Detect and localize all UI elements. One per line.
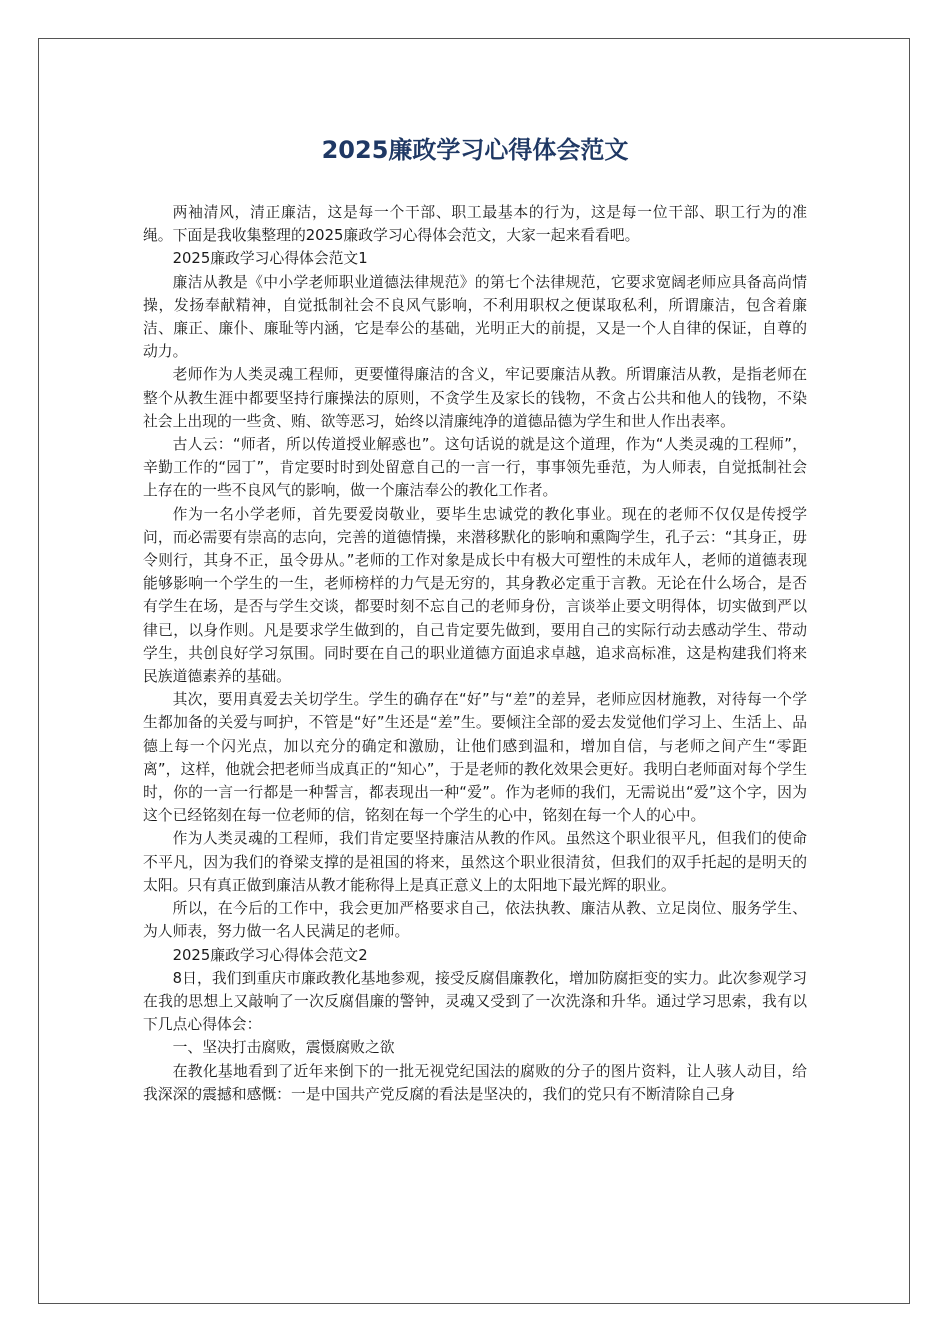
paragraph: 廉洁从教是《中小学老师职业道德法律规范》的第七个法律规范，它要求宽阔老师应具备高尚情操，发扬奉献精神，自觉抵制社会不良风气影响，不利用职权之便谋取私利，所谓廉洁，包含着廉洁、廉正、廉仆、廉耻等内涵，它是奉公的基础，光明正大的前提，又是一个人自律的保证，自尊的动力。 bbox=[143, 273, 807, 361]
subheading: 一、坚决打击腐败，震慑腐败之欲 bbox=[172, 1039, 395, 1057]
section-heading-1: 2025廉政学习心得体会范文1 bbox=[172, 250, 368, 268]
paragraph: 老师作为人类灵魂工程师，更要懂得廉洁的含义，牢记要廉洁从教。所谓廉洁从教，是指老师在整个从教生涯中都要坚持行廉操法的原则，不贪学生及家长的钱物，不贪占公共和他人的钱物，不染社会上出现的一些贪、贿、欲等恶习，始终以清廉纯净的道德品德为学生和世人作出表率。 bbox=[143, 366, 807, 430]
section-heading-2: 2025廉政学习心得体会范文2 bbox=[172, 946, 368, 964]
paragraph: 所以，在今后的工作中，我会更加严格要求自己，依法执教、廉洁从教、立足岗位、服务学生、为人师表，努力做一名人民满足的老师。 bbox=[143, 900, 807, 941]
paragraph: 作为一名小学老师，首先要爱岗敬业，要毕生忠诚党的教化事业。现在的老师不仅仅是传授学问，而必需要有崇高的志向，完善的道德情操，来潜移默化的影响和熏陶学生，孔子云：“其身正，毋令则行，其身不正，虽令毋从。”老师的工作对象是成长中有极大可塑性的未成年人，老师的道德表现能够影响一个学生的一生，老师榜样的力气是无穷的，其身教必定重于言教。无论在什么场合，是否有学生在场，是否与学生交谈，都要时刻不忘自己的老师身份，言谈举止要文明得体，切实做到严以律已，以身作则。凡是要求学生做到的，自己肯定要先做到，要用自己的实际行动去感动学生、带动学生，共创良好学习氛围。同时要在自己的职业道德方面追求卓越，追求高标准，这是构建我们将来民族道德素养的基础。 bbox=[143, 505, 807, 686]
paragraph-intro: 两袖清风，清正廉洁，这是每一个干部、职工最基本的行为，这是每一位干部、职工行为的准绳。下面是我收集整理的2025廉政学习心得体会范文，大家一起来看看吧。 bbox=[143, 204, 807, 245]
document-title: 2025廉政学习心得体会范文 bbox=[321, 136, 629, 164]
paragraph: 8日，我们到重庆市廉政教化基地参观，接受反腐倡廉教化，增加防腐拒变的实力。此次参观学习在我的思想上又敲响了一次反腐倡廉的警钟，灵魂又受到了一次洗涤和升华。通过学习思索，我有以下几点心得体会： bbox=[143, 969, 807, 1034]
paragraph: 古人云：“师者，所以传道授业解惑也”。这句话说的就是这个道理，作为“人类灵魂的工程师”，辛勤工作的“园丁”，肯定要时时到处留意自己的一言一行，事事领先垂范，为人师表，自觉抵制社会上存在的一些不良风气的影响，做一个廉洁奉公的教化工作者。 bbox=[143, 436, 807, 500]
paragraph: 其次，要用真爱去关切学生。学生的确存在“好”与“差”的差异，老师应因材施教，对待每一个学生都加备的关爱与呵护，不管是“好”生还是“差”生。要倾注全部的爱去发觉他们学习上、生活上、品德上每一个闪光点，加以充分的确定和激励，让他们感到温和，增加自信，与老师之间产生“零距离”，这样，他就会把老师当成真正的“知心”，于是老师的教化效果会更好。我明白老师面对每个学生时，你的一言一行都是一种誓言，都表现出一种“爱”。作为老师的我们，无需说出“爱”这个字，因为这个已经铭刻在每一位老师的信，铭刻在每一个学生的心中，铭刻在每一个人的心中。 bbox=[143, 691, 807, 825]
paragraph: 在教化基地看到了近年来倒下的一批无视党纪国法的腐败的分子的图片资料，让人骇人动目，给我深深的震撼和感慨：一是中国共产党反腐的看法是坚决的，我们的党只有不断清除自己身 bbox=[143, 1062, 807, 1103]
paragraph: 作为人类灵魂的工程师，我们肯定要坚持廉洁从教的作风。虽然这个职业很平凡，但我们的使命不平凡，因为我们的脊梁支撑的是祖国的将来，虽然这个职业很清贫，但我们的双手托起的是明天的太阳。只有真正做到廉洁从教才能称得上是真正意义上的太阳地下最光辉的职业。 bbox=[143, 830, 807, 894]
document-body bbox=[143, 201, 807, 1106]
